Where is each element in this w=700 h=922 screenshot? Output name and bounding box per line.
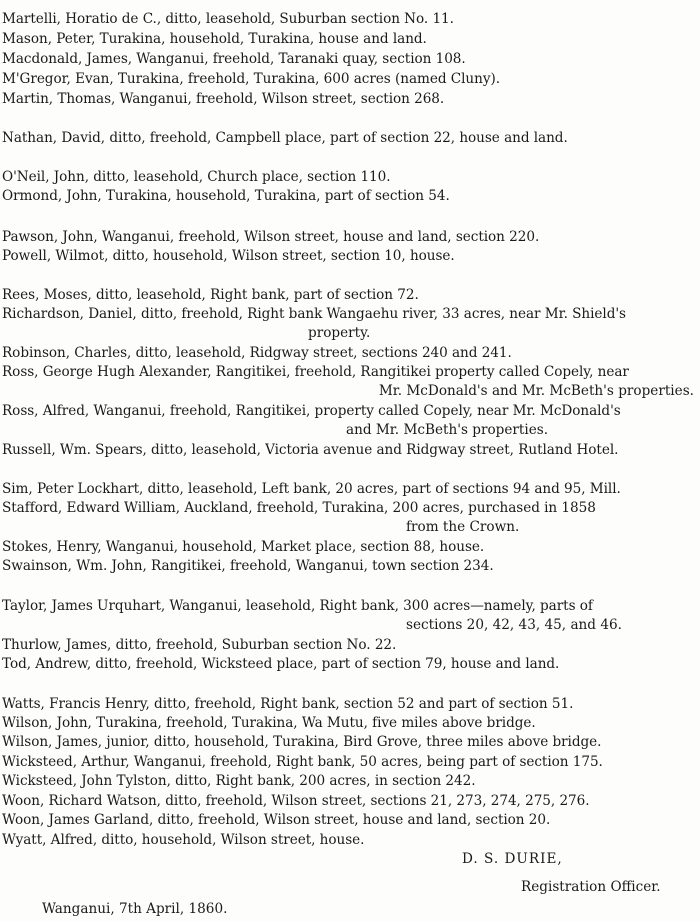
signature-title: Registration Officer. bbox=[521, 879, 661, 895]
register-entry: Ross, Alfred, Wanganui, freehold, Rangitikei, property called Copely, near Mr. McDonald's bbox=[2, 403, 621, 419]
signature-name: D. S. DURIE, bbox=[462, 851, 563, 867]
register-entry: Richardson, Daniel, ditto, freehold, Right bank Wangaehu river, 33 acres, near Mr. Shield's bbox=[2, 306, 626, 322]
register-entry: Martelli, Horatio de C., ditto, leasehold, Suburban section No. 11. bbox=[2, 11, 454, 27]
register-entry: Stokes, Henry, Wanganui, household, Market place, section 88, house. bbox=[2, 539, 485, 555]
register-entry: Powell, Wilmot, ditto, household, Wilson street, section 10, house. bbox=[2, 248, 455, 264]
register-entry: O'Neil, John, ditto, leasehold, Church place, section 110. bbox=[2, 169, 391, 185]
register-entry: Taylor, James Urquhart, Wanganui, leasehold, Right bank, 300 acres—namely, parts of bbox=[2, 598, 593, 614]
register-entry: Watts, Francis Henry, ditto, freehold, Right bank, section 52 and part of section 51. bbox=[2, 696, 574, 712]
register-entry-continuation: from the Crown. bbox=[406, 519, 520, 535]
register-entry: Ross, George Hugh Alexander, Rangitikei, freehold, Rangitikei property called Copely, near bbox=[2, 364, 629, 380]
register-entry: Swainson, Wm. John, Rangitikei, freehold, Wanganui, town section 234. bbox=[2, 558, 494, 574]
register-entry: Russell, Wm. Spears, ditto, leasehold, Victoria avenue and Ridgway street, Rutland Hotel. bbox=[2, 442, 619, 458]
register-entry: Stafford, Edward William, Auckland, freehold, Turakina, 200 acres, purchased in 1858 bbox=[2, 500, 596, 516]
register-entry: Mason, Peter, Turakina, household, Turakina, house and land. bbox=[2, 31, 427, 47]
register-entry: Woon, James Garland, ditto, freehold, Wilson street, house and land, section 20. bbox=[2, 812, 551, 828]
register-entry: Macdonald, James, Wanganui, freehold, Taranaki quay, section 108. bbox=[2, 51, 466, 67]
register-entry: Wilson, John, Turakina, freehold, Turakina, Wa Mutu, five miles above bridge. bbox=[2, 715, 536, 731]
register-entry: Wilson, James, junior, ditto, household, Turakina, Bird Grove, three miles above bridge. bbox=[2, 734, 602, 750]
register-entry: Thurlow, James, ditto, freehold, Suburban section No. 22. bbox=[2, 637, 397, 653]
register-entry: Robinson, Charles, ditto, leasehold, Ridgway street, sections 240 and 241. bbox=[2, 345, 512, 361]
register-entry: Pawson, John, Wanganui, freehold, Wilson street, house and land, section 220. bbox=[2, 229, 540, 245]
register-entry: Wicksteed, John Tylston, ditto, Right bank, 200 acres, in section 242. bbox=[2, 773, 476, 789]
place-date-line: Wanganui, 7th April, 1860. bbox=[42, 901, 228, 917]
register-entry-continuation: Mr. McDonald's and Mr. McBeth's properties. bbox=[378, 383, 694, 399]
register-entry-continuation: sections 20, 42, 43, 45, and 46. bbox=[406, 617, 622, 633]
register-entry: Tod, Andrew, ditto, freehold, Wicksteed place, part of section 79, house and land. bbox=[2, 656, 560, 672]
register-entry-continuation: and Mr. McBeth's properties. bbox=[346, 422, 549, 438]
register-entry: M'Gregor, Evan, Turakina, freehold, Turakina, 600 acres (named Cluny). bbox=[2, 71, 500, 87]
register-entry: Nathan, David, ditto, freehold, Campbell place, part of section 22, house and land. bbox=[2, 130, 568, 146]
register-entry: Wicksteed, Arthur, Wanganui, freehold, Right bank, 50 acres, being part of section 175. bbox=[2, 754, 603, 770]
register-entry-continuation: property. bbox=[308, 325, 371, 341]
register-entry: Woon, Richard Watson, ditto, freehold, Wilson street, sections 21, 273, 274, 275, 276. bbox=[2, 793, 590, 809]
register-entry: Wyatt, Alfred, ditto, household, Wilson street, house. bbox=[2, 832, 365, 848]
register-entry: Ormond, John, Turakina, household, Turakina, part of section 54. bbox=[2, 188, 450, 204]
register-entry: Rees, Moses, ditto, leasehold, Right bank, part of section 72. bbox=[2, 287, 419, 303]
register-entry: Sim, Peter Lockhart, ditto, leasehold, Left bank, 20 acres, part of sections 94 and 95, Mill. bbox=[2, 481, 621, 497]
register-entry: Martin, Thomas, Wanganui, freehold, Wilson street, section 268. bbox=[2, 91, 445, 107]
